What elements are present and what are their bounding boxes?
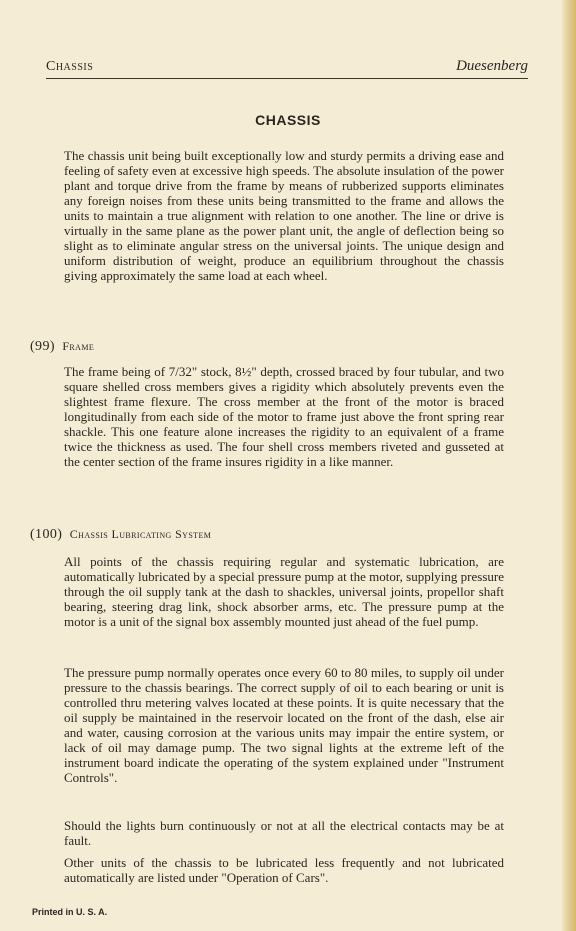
printed-footer: Printed in U. S. A. [32,907,108,917]
lubrication-paragraph-1: All points of the chassis requiring regular and systematic lubrication, are automatically lubricated by a special pressure pump at the motor, supplying pressure through the oil supply tank at the dash to shackles, universal joints, propellor shaft bearing, steering drag link, shock absorber arms, etc. The pressure pump at the motor is a unit of the signal box assembly mounted just ahead of the fuel pump. [64,554,504,629]
lubrication-paragraph-2: The pressure pump normally operates once every 60 to 80 miles, to supply oil under pressure to the chassis bearings. The correct supply of oil to each bearing or unit is controlled thru metering valves located at these points. It is quite necessary that the oil supply be maintained in the reservoir located on the front of the dash, else air and water, causing corrosion at the various units may impair the entire system, or lack of oil may damage pump. The two signal lights at the extreme left of the instrument board indicate the operating of the system explained under "Instrument Controls". [64,665,504,785]
header-brand: Duesenberg [456,58,528,74]
running-header [46,56,528,79]
lubrication-paragraph-4: Other units of the chassis to be lubricated less frequently and not lubricated automatically are listed under "Operation of Cars". [64,855,504,885]
section-title: Chassis Lubricating System [69,527,212,541]
frame-paragraph: The frame being of 7/32" stock, 8½" depth, crossed braced by four tubular, and two square shelled cross members gives a rigidity which absolutely prevents even the slightest frame flexure. The cross member at the front of the motor is braced longitudinally from each side of the motor to frame just above the front spring rear shackle. This one feature alone increases the rigidity to an equivalent of a frame twice the thickness as used. The four shell cross members riveted and gusseted at the center section of the frame insures rigidity in a like manner. [64,364,504,469]
page-title: CHASSIS [255,112,321,128]
page-edge [562,0,576,931]
section-number: (99) [30,339,55,354]
section-number: (100) [30,527,63,542]
section-heading-lubricating [30,527,211,543]
header-section-title: Chassis [46,59,94,74]
section-title: Frame [62,339,95,353]
lubrication-paragraph-3: Should the lights burn continuously or not at all the electrical contacts may be at fault. [64,818,504,848]
section-heading-frame [30,339,94,355]
intro-paragraph: The chassis unit being built exceptionally low and sturdy permits a driving ease and feeling of safety even at excessive high speeds. The absolute insulation of the power plant and torque drive from the frame by means of rubberized supports eliminates any foreign noises from these units being transmitted to the frame and allows the units to maintain a true alignment with relation to one another. The line or drive is virtually in the same plane as the power plant unit, the angle of deflection being so slight as to eliminate angular stress on the universal joints. The unique design and uniform distribution of weight, produce an equilibrium throughout the chassis giving approximately the same load at each wheel. [64,148,504,283]
